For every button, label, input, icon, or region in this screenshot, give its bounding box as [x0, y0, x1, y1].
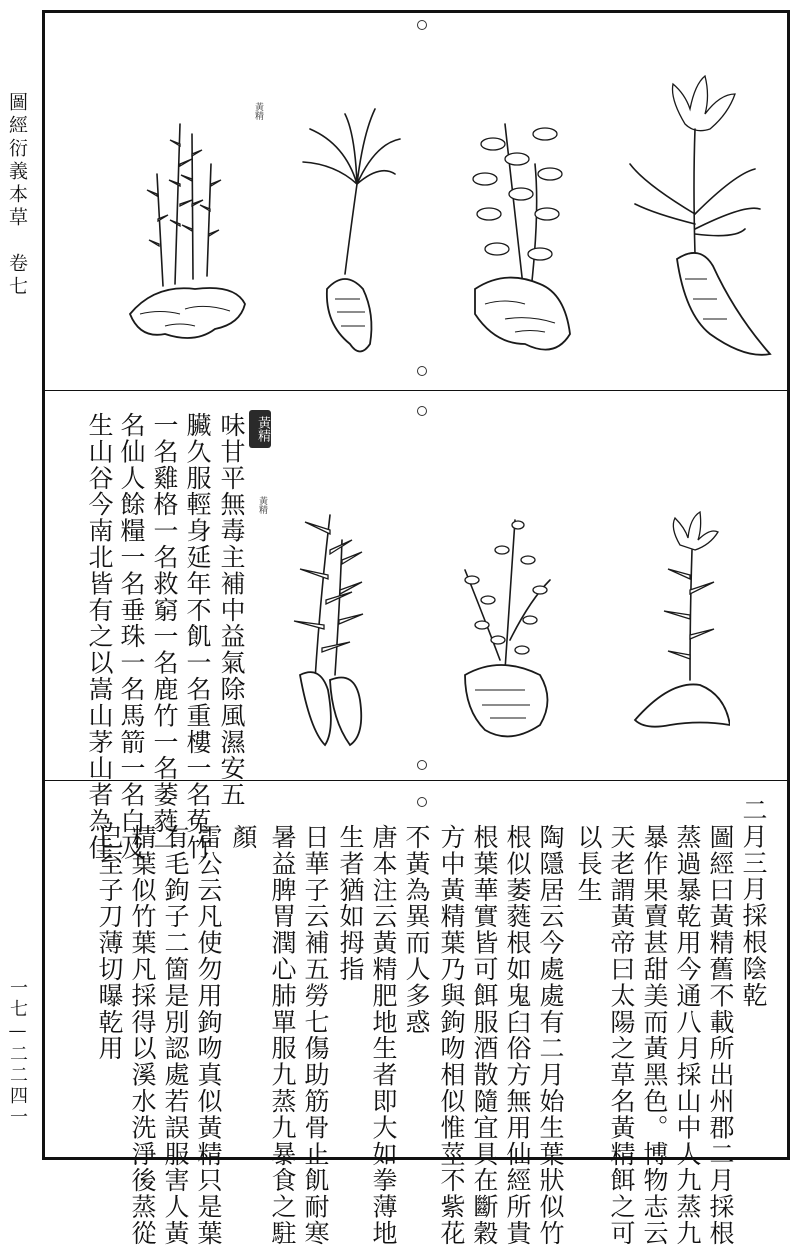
plant-woodcut-1 — [130, 124, 245, 338]
text-column-lower-12: 唐本注云黃精肥地生者即大如拳薄地 — [369, 824, 398, 1246]
text-column-lower-19: 精葉似竹葉凡採得以溪水洗淨後蒸從 — [128, 824, 157, 1246]
text-column-lower-5: 天老謂黃帝曰太陽之草名黃精餌之可 — [607, 824, 636, 1246]
text-column-lower-18: 有毛鉤子二箇是別認處若誤服害人黃 — [161, 824, 190, 1246]
divider-upper — [42, 390, 790, 391]
plant-woodcut-6 — [465, 520, 550, 736]
text-column-lower-20: 巳至子刀薄切曝乾用 — [95, 824, 124, 1062]
punch-mark-icon — [417, 797, 427, 807]
text-column-lower-8: 根似萎蕤根如鬼臼俗方無用仙經所貴 — [503, 824, 532, 1246]
text-column-lower-14: 日華子云補五勞七傷助筋骨止飢耐寒 — [301, 824, 330, 1246]
book-title: 圖經衍義本草 卷七 — [6, 92, 28, 299]
text-column-lower-16: 顏 — [229, 824, 258, 851]
page-number: 一七—二二四一 — [7, 978, 28, 1128]
text-column-upper-4: 名仙人餘糧一名垂珠一名馬箭一名白及 — [117, 412, 146, 861]
text-column-lower-17: 雷公云凡使勿用鉤吻真似黃精只是葉 — [194, 824, 223, 1246]
text-column-lower-11: 不黃為異而人多惑 — [402, 824, 431, 1036]
plant-woodcut-7 — [635, 512, 730, 727]
text-column-lower-13: 生者猶如拇指 — [336, 824, 365, 983]
illustration-label-2: 黃精 — [257, 496, 267, 514]
text-column-upper-5: 生山谷今南北皆有之以嵩山茅山者為佳 — [85, 412, 114, 861]
text-column-lower-4: 暴作果賣甚甜美而黃黑色。博物志云 — [640, 824, 669, 1246]
text-column-lower-9: 根葉華實皆可餌服酒散隨宜具在斷穀 — [470, 824, 499, 1246]
text-column-upper-1: 味甘平無毒主補中益氣除風濕安五 — [217, 412, 246, 808]
plant-woodcut-3 — [473, 124, 570, 350]
illustration-label-1: 黃精 — [253, 102, 263, 120]
middle-plant-illustrations — [260, 400, 730, 776]
plant-woodcut-2 — [303, 109, 400, 352]
top-plant-illustrations — [45, 14, 787, 388]
text-column-lower-2: 圖經曰黃精舊不載所出州郡二月採根 — [706, 824, 735, 1246]
text-column-lower-6: 以長生 — [574, 824, 603, 904]
text-column-upper-2: 臟久服輕身延年不飢一名重樓一名菟竹 — [183, 412, 212, 861]
section-badge: 黃精 — [249, 410, 271, 448]
plant-woodcut-5 — [294, 515, 363, 745]
text-column-lower-10: 方中黃精葉乃與鉤吻相似惟莖不紫花 — [437, 824, 466, 1246]
text-column-lower-7: 陶隱居云今處處有二月始生葉狀似竹 — [536, 824, 565, 1246]
text-column-upper-3: 一名雞格一名救窮一名鹿竹一名萎蕤一 — [150, 412, 179, 861]
text-column-lower-15: 暑益脾胃潤心肺單服九蒸九暴食之駐 — [268, 824, 297, 1246]
text-column-lower-1: 二月三月採根陰乾 — [739, 797, 768, 1009]
plant-woodcut-4 — [630, 76, 770, 355]
text-column-lower-3: 蒸過暴乾用今通八月採山中人九蒸九 — [673, 824, 702, 1246]
